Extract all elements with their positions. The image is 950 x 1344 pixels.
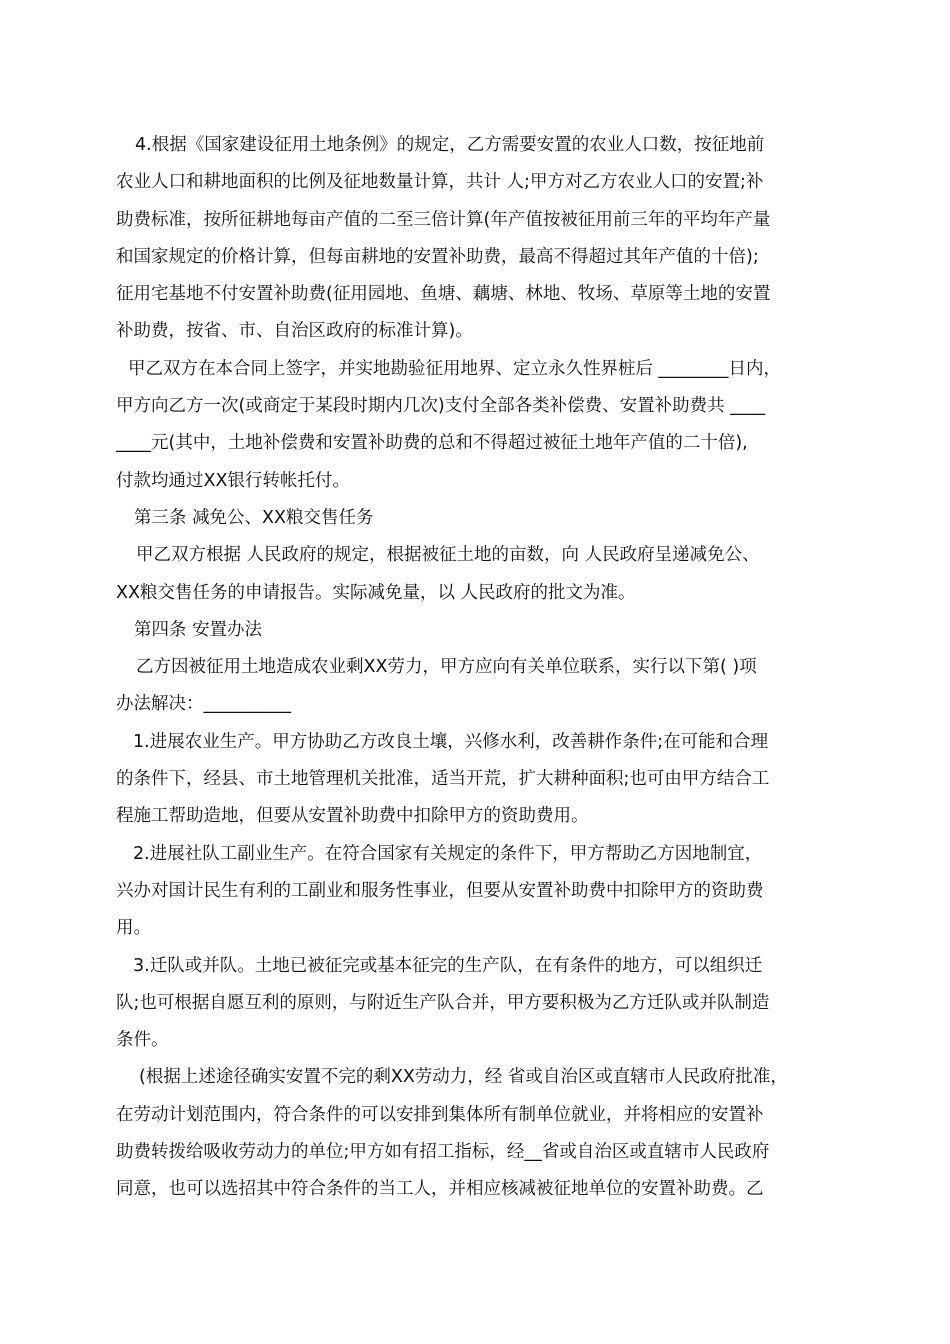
article-3-line-2: XX粮交售任务的申请报告。实际减免量，以 人民政府的批文为准。 (116, 582, 636, 603)
remaining-labor-line-3: 助费转拨给吸收劳动力的单位;甲方如有招工指标，经__省或自治区或直辖市人民政府 (116, 1142, 770, 1163)
item-3-line-3: 条件。 (116, 1030, 169, 1051)
document-body (116, 127, 852, 1209)
paragraph-4-line-1: 4.根据《国家建设征用土地条例》的规定，乙方需要安置的农业人口数，按征地前 (135, 135, 765, 155)
article-3-heading: 第三条 减免公、XX粮交售任务 (134, 507, 374, 528)
item-3-line-2: 队;也可根据自愿互利的原则，与附近生产队合并，甲方要积极为乙方迁队或并队制造 (116, 992, 770, 1013)
paragraph-4-line-2: 农业人口和耕地面积的比例及征地数量计算，共计 人;甲方对乙方农业人口的安置;补 (116, 172, 764, 193)
paragraph-4-line-3: 助费标准，按所征耕地每亩产值的二至三倍计算(年产值按被征用前三年的平均年产量 (116, 209, 771, 230)
item-3-line-1: 3.迁队或并队。土地已被征完或基本征完的生产队，在有条件的地方，可以组织迁 (133, 955, 763, 976)
paragraph-4-line-4: 和国家规定的价格计算，但每亩耕地的安置补助费，最高不得超过其年产值的十倍); (116, 246, 759, 267)
payment-paragraph-line-4: 付款均通过XX银行转帐托付。 (116, 470, 350, 491)
item-2-line-1: 2.进展社队工副业生产。在符合国家有关规定的条件下，甲方帮助乙方因地制宜， (133, 843, 763, 864)
article-4-intro-line-2: 办法解决：__________ (116, 694, 291, 715)
article-4-heading: 第四条 安置办法 (134, 619, 263, 640)
payment-paragraph-line-2: 甲方向乙方一次(或商定于某段时期内几次)支付全部各类补偿费、安置补助费共 ____ (116, 396, 766, 417)
remaining-labor-line-4: 同意，也可以选招其中符合条件的当工人，并相应核减被征地单位的安置补助费。乙 (116, 1179, 764, 1200)
item-2-line-2: 兴办对国计民生有利的工副业和服务性事业，但要从安置补助费中扣除甲方的资助费 (116, 880, 764, 901)
remaining-labor-line-1: (根据上述途径确实安置不完的剩XX劳动力，经 省或自治区或直辖市人民政府批准， (139, 1067, 788, 1088)
paragraph-4-line-6: 补助费，按省、市、自治区政府的标准计算)。 (116, 321, 473, 342)
article-3-line-1: 甲乙双方根据 人民政府的规定，根据被征土地的亩数，向 人民政府呈递减免公、 (136, 545, 760, 566)
article-4-intro-line-1: 乙方因被征用土地造成农业剩XX劳力，甲方应向有关单位联系，实行以下第( )项 (136, 657, 757, 678)
item-1-line-3: 程施工帮助造地，但要从安置补助费中扣除甲方的资助费用。 (116, 806, 589, 827)
payment-paragraph-line-3: ____元(其中，土地补偿费和安置补助费的总和不得超过被征土地年产值的二十倍), (116, 433, 748, 454)
paragraph-4-line-5: 征用宅基地不付安置补助费(征用园地、鱼塘、藕塘、林地、牧场、草原等土地的安置 (116, 284, 771, 305)
item-1-line-2: 的条件下，经县、市土地管理机关批准，适当开荒，扩大耕种面积;也可由甲方结合工 (116, 769, 770, 790)
item-1-line-1: 1.进展农业生产。甲方协助乙方改良土壤，兴修水利，改善耕作条件;在可能和合理 (133, 731, 769, 752)
item-2-line-3: 用。 (116, 918, 151, 939)
remaining-labor-line-2: 在劳动计划范围内，符合条件的可以安排到集体所有制单位就业，并将相应的安置补 (116, 1104, 764, 1125)
payment-paragraph-line-1: 甲乙双方在本合同上签字，并实地勘验征用地界、定立永久性界桩后 ________日内， (128, 358, 782, 379)
